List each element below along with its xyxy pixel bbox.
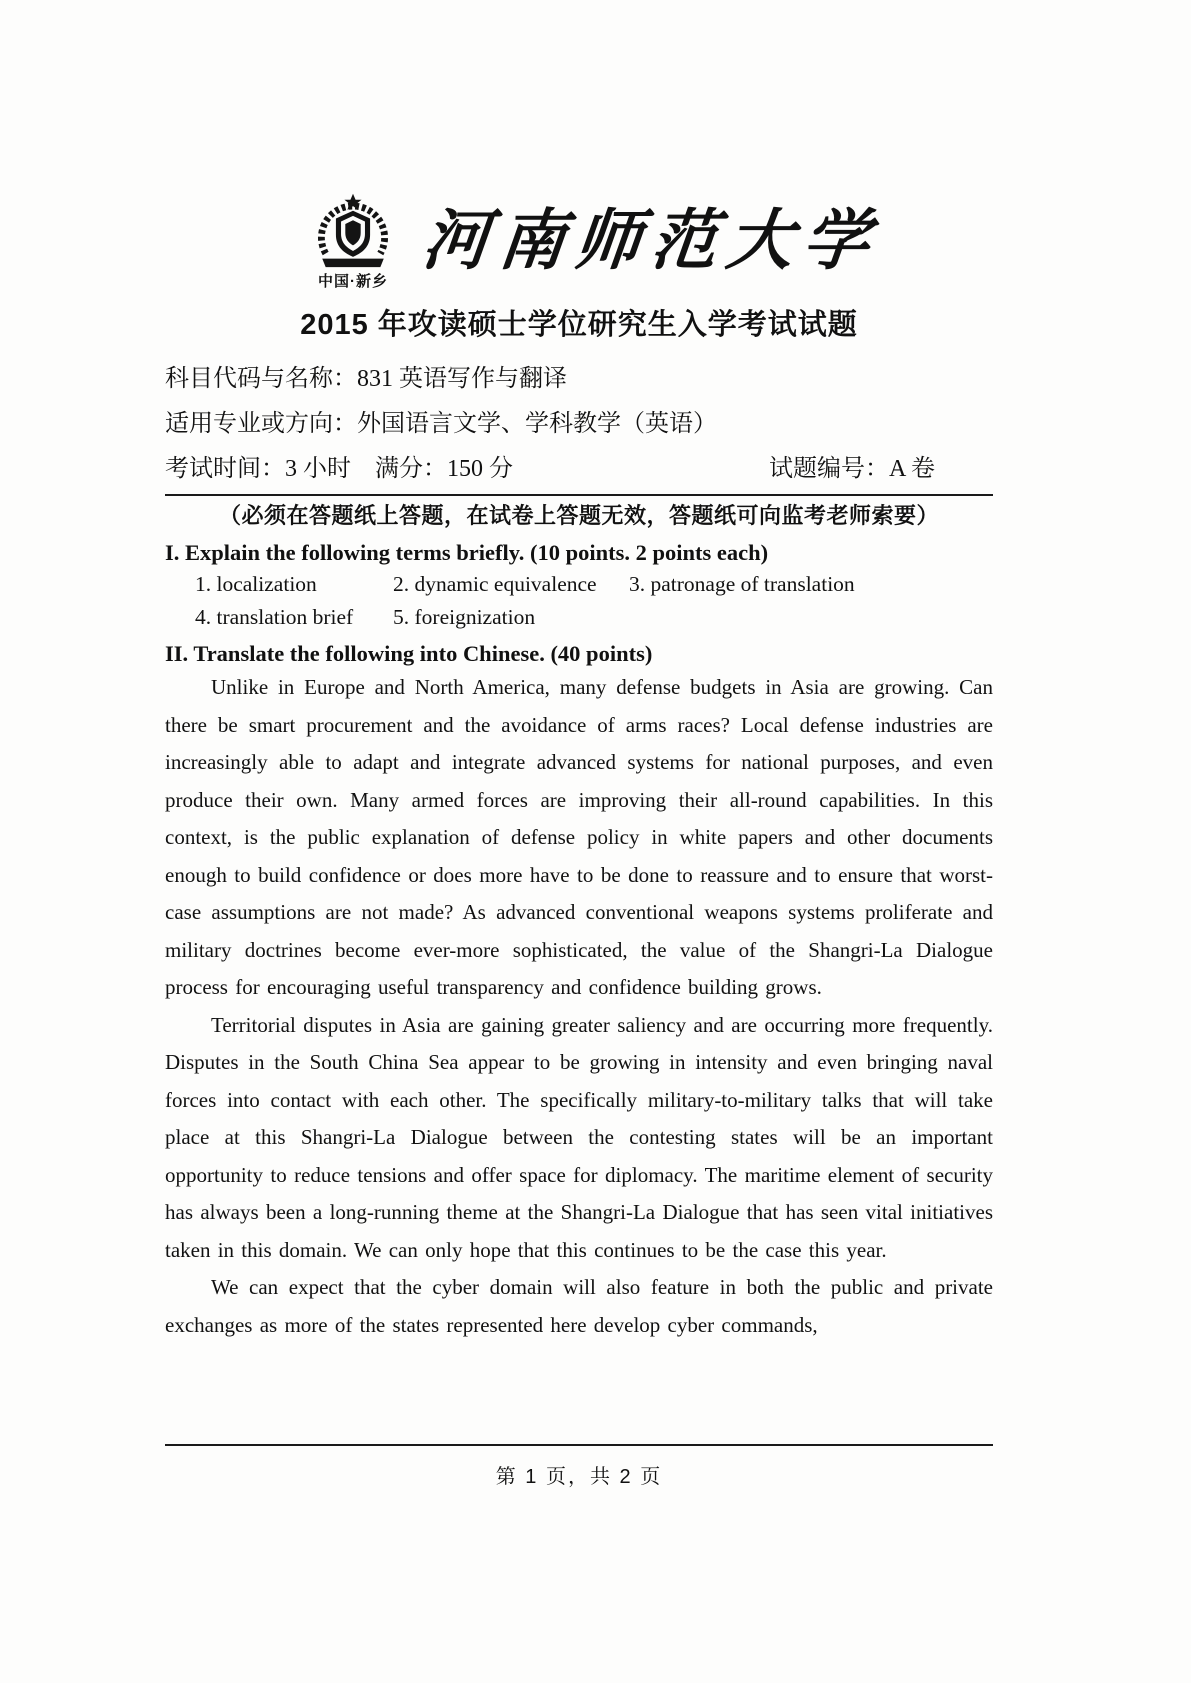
university-name: 河南师范大学 <box>418 201 884 279</box>
term-item: 4. translation brief <box>195 605 354 629</box>
section-1-terms <box>165 537 993 634</box>
term-item: 5. foreignization <box>393 605 536 629</box>
subject-line: 科目代码与名称：831 英语写作与翻译 <box>165 366 567 392</box>
translation-paragraph: Territorial disputes in Asia are gaining greater saliency and are occurring more frequently. Disputes in the South China Sea appear to be growing in intensity and even bringing naval forces into contact with each other. The specifically military-to-military talks that will take place at this Shangri-La Dialogue between the contesting states will be an important opportunity to reduce tensions and offer space for diplomacy. The maritime element of security has always been a long-running theme at the Shangri-La Dialogue that has seen vital initiatives taken in this domain. We can only hope that this continues to be the case this year. <box>165 1012 993 1262</box>
translation-paragraph: We can expect that the cyber domain will also feature in both the public and private exchanges as more of the states represented here develop cyber commands, <box>165 1275 993 1337</box>
university-header <box>165 192 993 296</box>
emblem-caption: 中国·新乡 <box>318 273 388 290</box>
paper-code: 试题编号：A 卷 <box>768 456 935 482</box>
major-line: 适用专业或方向：外国语言文学、学科教学（英语） <box>165 411 717 437</box>
exam-title: 2015 年攻读硕士学位研究生入学考试试题 <box>300 309 858 341</box>
page-footer <box>165 1442 993 1489</box>
header-divider <box>165 494 993 496</box>
term-item: 1. localization <box>195 572 317 596</box>
answer-sheet-notice: （必须在答题纸上答题，在试卷上答题无效，答题纸可向监考老师索要） <box>218 503 939 528</box>
section-2-heading: II. Translate the following into Chinese. (40 points) <box>165 641 653 666</box>
university-emblem <box>297 192 409 291</box>
term-item: 3. patronage of translation <box>629 572 855 596</box>
section-2-translation <box>165 638 993 1344</box>
terms-list <box>165 568 993 634</box>
page-number: 第 1 页，共 2 页 <box>495 1466 663 1488</box>
translation-paragraph: Unlike in Europe and North America, many defense budgets in Asia are growing. Can there be smart procurement and the avoidance of arms races? Local defense industries are increasingly able to adapt and integrate advanced systems for national purposes, and even produce their own. Many armed forces are improving their all-round capabilities. In this context, is the public explanation of defense policy in white papers and other documents enough to build confidence or does more have to be done to reassure and to ensure that worst-case assumptions are not made? As advanced conventional weapons systems proliferate and military doctrines become ever-more sophisticated, the value of the Shangri-La Dialogue process for encouraging useful transparency and confidence building grows. <box>165 675 993 999</box>
footer-divider <box>165 1444 993 1446</box>
time-line-row <box>165 447 993 492</box>
university-crest-icon <box>310 192 396 274</box>
exam-meta <box>165 357 993 492</box>
term-item: 2. dynamic equivalence <box>393 572 597 596</box>
page-content <box>165 192 993 1344</box>
section-1-heading: I. Explain the following terms briefly. (10 points. 2 points each) <box>165 540 769 565</box>
time-and-score: 考试时间：3 小时 满分：150 分 <box>165 456 513 482</box>
